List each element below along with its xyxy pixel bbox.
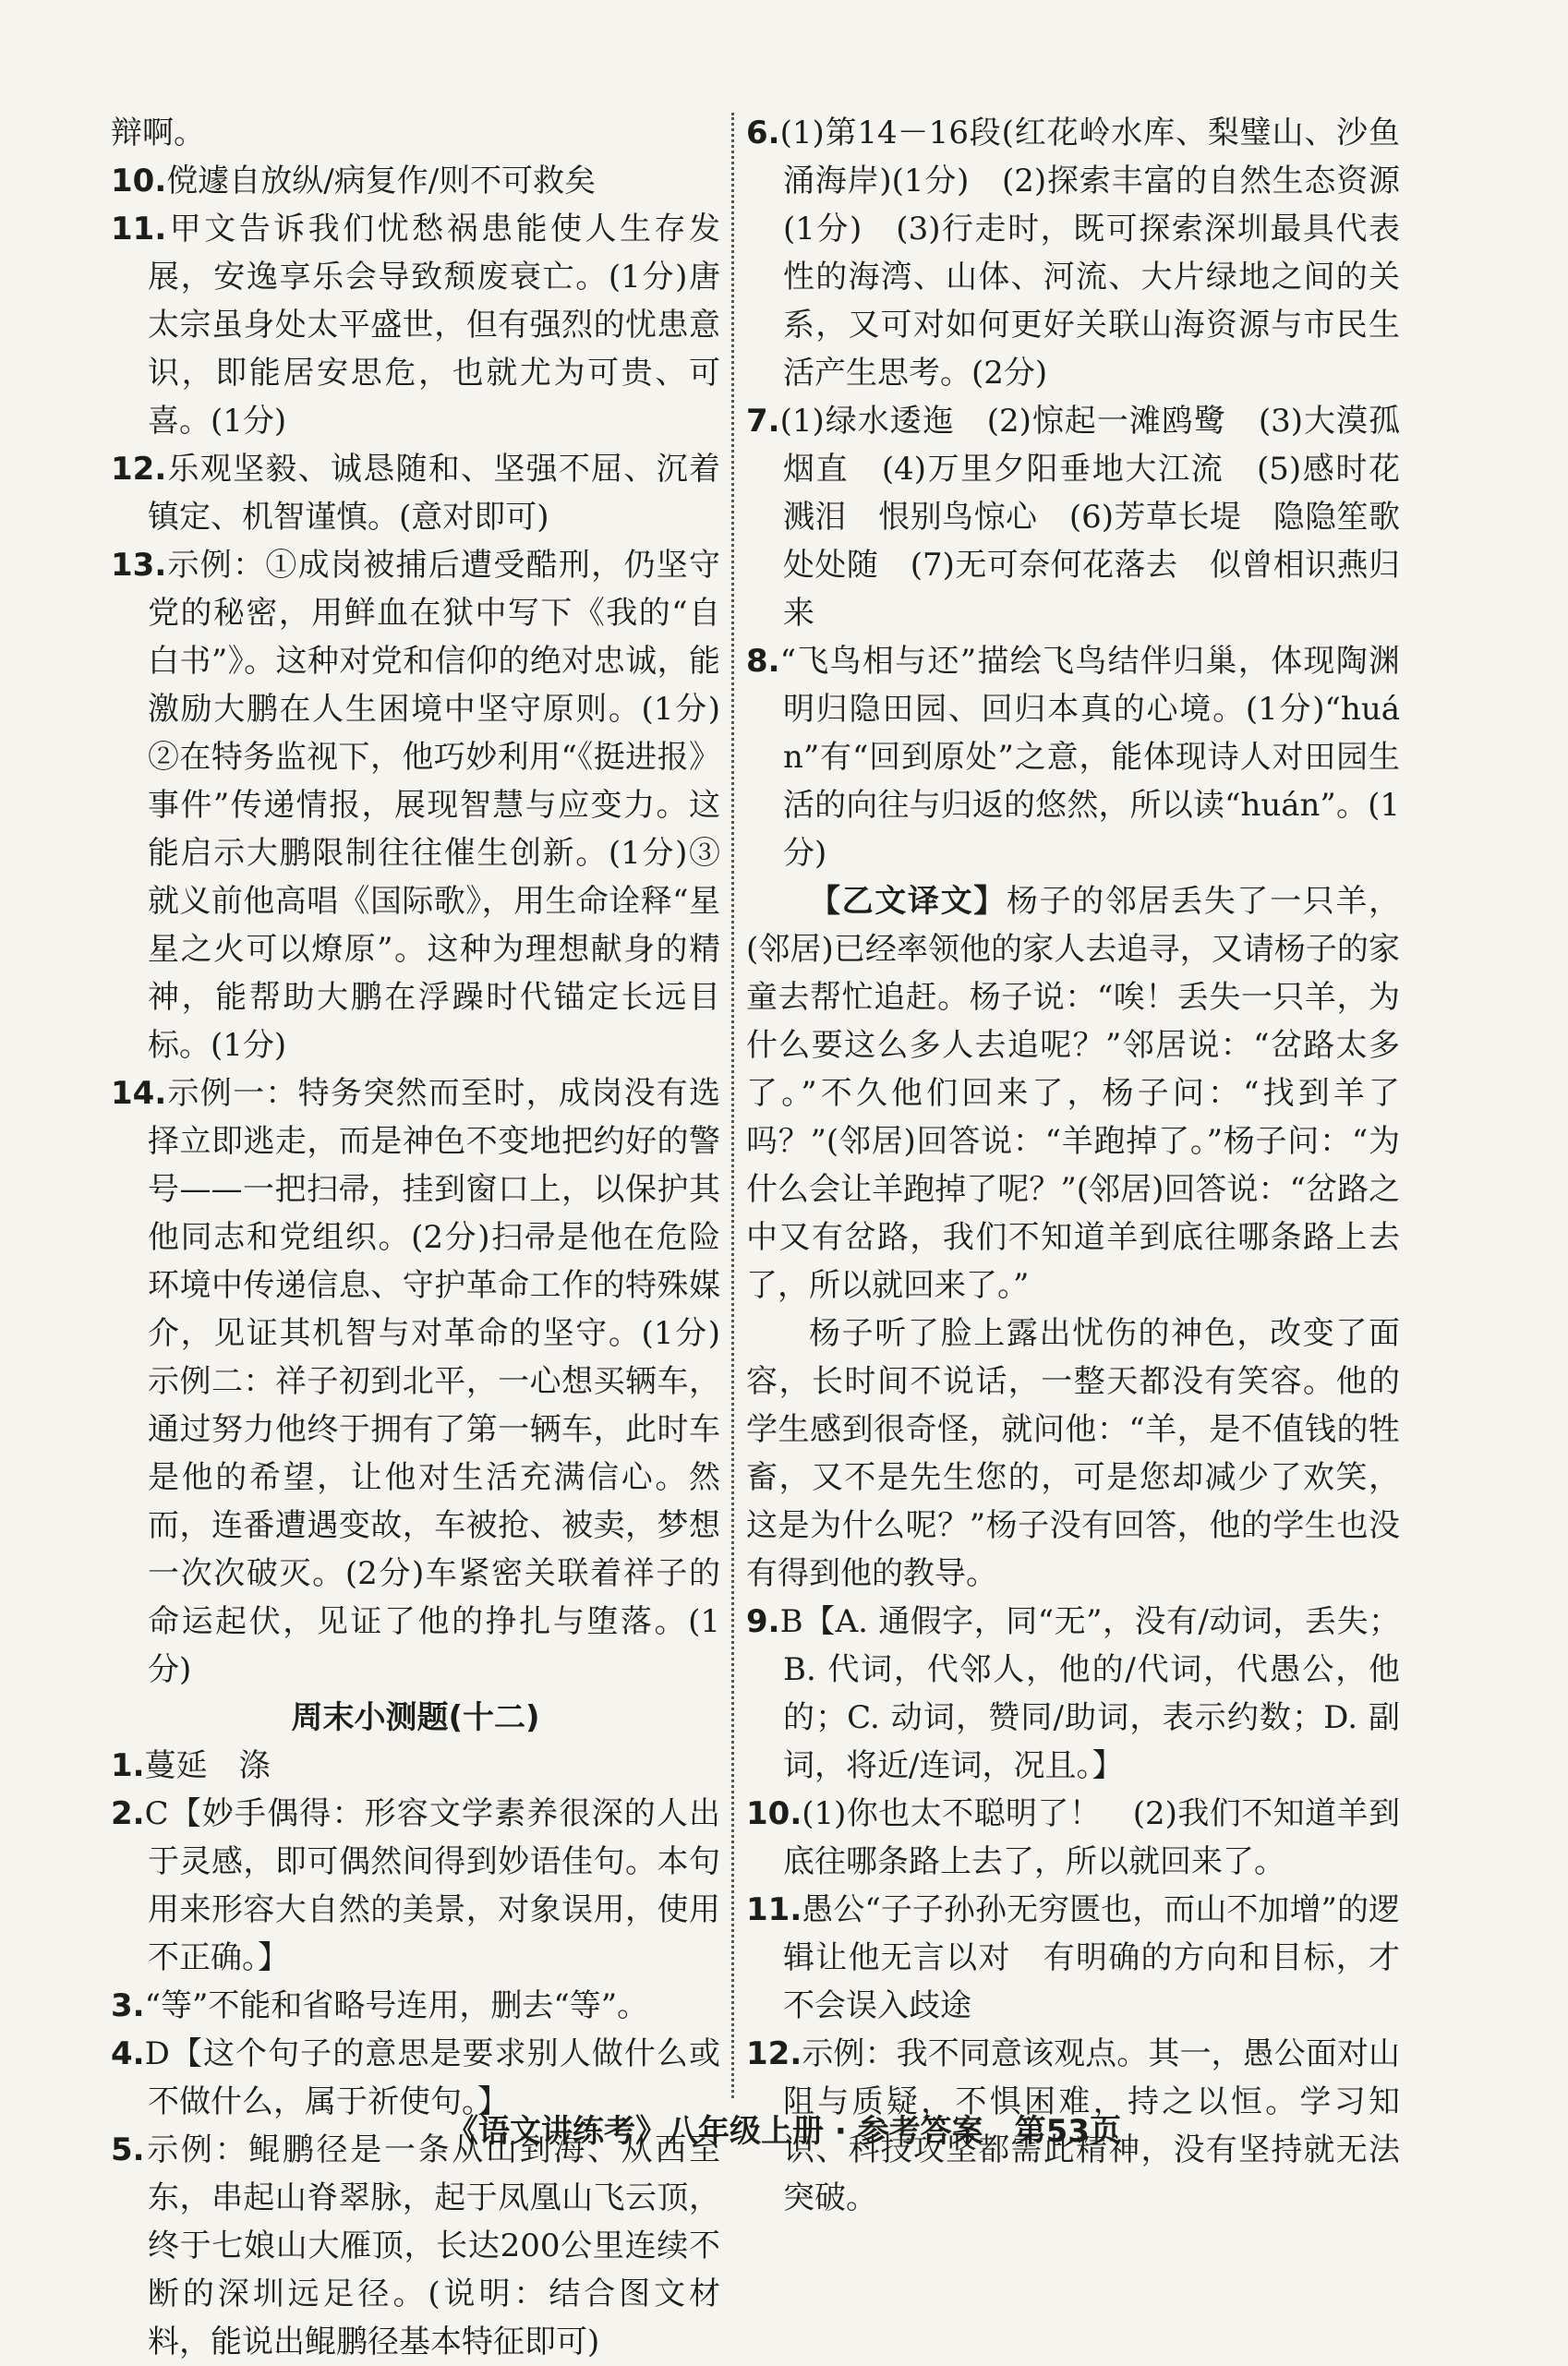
- answer-text: C【妙手偶得：形容文学素养很深的人出于灵感，即可偶然间得到妙语佳句。本句用来形容大自然的美景，对象误用，使用不正确。】: [144, 1795, 720, 1976]
- answer-item: [746, 1790, 1400, 1886]
- answer-item: [111, 541, 720, 1069]
- answer-number: 12.: [111, 451, 167, 488]
- answer-number: 12.: [746, 2035, 802, 2072]
- section-title: 周末小测题(十二): [291, 1699, 540, 1736]
- answer-item: [111, 2126, 720, 2366]
- answer-number: 2.: [111, 1795, 145, 1832]
- answer-number: 10.: [746, 1795, 802, 1832]
- continued-text: 辩啊。: [111, 115, 205, 151]
- right-column: [746, 109, 1400, 2222]
- translation-text: 杨子的邻居丢失了一只羊，(邻居)已经率领他的家人去追寻，又请杨子的家童去帮忙追赶。杨子说：“唉！丢失一只羊，为什么要这么多人去追呢？”邻居说：“岔路太多了。”不久他们回来了，杨子问：“找到羊了吗？”(邻居)回答说：“羊跑掉了。”杨子问：“为什么会让羊跑掉了呢？”(邻居)回答说：“岔路之中又有岔路，我们不知道羊到底往哪条路上去了，所以就回来了。”: [746, 883, 1401, 1304]
- answer-item: [746, 1598, 1400, 1790]
- answer-number: 14.: [111, 1075, 167, 1112]
- translation-paragraph: 杨子听了脸上露出忧伤的神色，改变了面容，长时间不说话，一整天都没有笑容。他的学生感到很奇怪，就问他：“羊，是不值钱的牲畜，又不是先生您的，可是您却减少了欢笑，这是为什么呢？”杨子没有回答，他的学生也没有得到他的教导。: [746, 1315, 1400, 1592]
- answer-number: 13.: [111, 547, 167, 584]
- answer-number: 4.: [111, 2035, 145, 2072]
- answer-number: 5.: [111, 2131, 145, 2168]
- answer-text: “等”不能和省略号连用，删去“等”。: [144, 1987, 649, 2024]
- answer-text: D【这个句子的意思是要求别人做什么或不做什么，属于祈使句。】: [144, 2035, 720, 2120]
- answer-text: 示例：鲲鹏径是一条从山到海、从西至东，串起山脊翠脉，起于凤凰山飞云顶，终于七娘山大雁顶，长达200公里连续不断的深圳远足径。(说明：结合图文材料，能说出鲲鹏径基本特征即可): [144, 2131, 720, 2360]
- answer-text: (1)第14－16段(红花岭水库、梨璧山、沙鱼涌海岸)(1分) (2)探索丰富的自然生态资源(1分) (3)行走时，既可探索深圳最具代表性的海湾、山体、河流、大片绿地之间的关系，又可对如何更好关联山海资源与市民生活产生思考。(2分): [779, 115, 1400, 392]
- answer-item: [111, 1982, 720, 2030]
- answer-text: (1)你也太不聪明了！ (2)我们不知道羊到底往哪条路上去了，所以就回来了。: [783, 1795, 1400, 1880]
- answer-text: 蔓延 涤: [144, 1747, 271, 1784]
- answer-number: 3.: [111, 1987, 145, 2024]
- answer-item: [746, 109, 1400, 397]
- answer-number: 9.: [746, 1603, 780, 1640]
- answer-number: 6.: [746, 115, 780, 151]
- answer-text: 示例：我不同意该观点。其一，愚公面对山阻与质疑，不惧困难，持之以恒。学习知识、科技攻坚都需此精神，没有坚持就无法突破。: [783, 2035, 1400, 2216]
- answer-number: 1.: [111, 1747, 145, 1784]
- page-footer: 《语文讲练考》八年级上册 · 参考答案 第53页: [447, 2113, 1121, 2150]
- left-column: [111, 109, 752, 2366]
- column-divider: [731, 113, 734, 2098]
- answer-text: 傥遽自放纵/病复作/则不可救矣: [166, 163, 597, 199]
- answer-text: 乐观坚毅、诚恳随和、坚强不屈、沉着镇定、机智谨慎。(意对即可): [148, 451, 720, 536]
- answer-item: [746, 397, 1400, 637]
- answer-number: 8.: [746, 643, 780, 680]
- answer-item: [111, 1069, 752, 1694]
- answer-item: [111, 205, 720, 445]
- answer-item: [746, 1886, 1400, 2030]
- translation-label: 【乙文译文】: [809, 883, 1007, 920]
- answer-item: [746, 637, 1400, 877]
- answer-number: 7.: [746, 403, 780, 440]
- answer-item: [111, 1790, 720, 1982]
- answer-number: 10.: [111, 163, 167, 199]
- answer-item: [111, 445, 720, 541]
- answer-text: 愚公“子子孙孙无穷匮也，而山不加增”的逻辑让他无言以对 有明确的方向和目标，才不会误入歧途: [783, 1891, 1400, 2024]
- answer-number: 11.: [111, 211, 167, 247]
- answer-text: (1)绿水逶迤 (2)惊起一滩鸥鹭 (3)大漠孤烟直 (4)万里夕阳垂地大江流 (5)感时花溅泪 恨别鸟惊心 (6)芳草长堤 隐隐笙歌处处随 (7)无可奈何花落去 似曾相识燕归来: [779, 403, 1400, 632]
- answer-text: 甲文告诉我们忧愁祸患能使人生存发展，安逸享乐会导致颓废衰亡。(1分)唐太宗虽身处太平盛世，但有强烈的忧患意识，即能居安思危，也就尤为可贵、可喜。(1分): [148, 211, 720, 440]
- answer-number: 11.: [746, 1891, 802, 1928]
- translation-paragraph: [746, 877, 1400, 1310]
- answer-text: 示例：①成岗被捕后遭受酷刑，仍坚守党的秘密，用鲜血在狱中写下《我的“自白书”》。这种对党和信仰的绝对忠诚，能激励大鹏在人生困境中坚守原则。(1分)②在特务监视下，他巧妙利用“《挺进报》事件”传递情报，展现智慧与应变力。这能启示大鹏限制往往催生创新。(1分)③就义前他高唱《国际歌》，用生命诠释“星星之火可以燎原”。这种为理想献身的精神，能帮助大鹏在浮躁时代锚定长远目标。(1分): [148, 547, 720, 1064]
- answer-text: B【A. 通假字，同“无”，没有/动词，丢失；B. 代词，代邻人，他的/代词，代愚公，他的；C. 动词，赞同/助词，表示约数；D. 副词，将近/连词，况且。】: [779, 1603, 1400, 1784]
- answer-text: “飞鸟相与还”描绘飞鸟结伴归巢，体现陶渊明归隐田园、回归本真的心境。(1分)“huán”有“回到原处”之意，能体现诗人对田园生活的向往与归返的悠然，所以读“huán”。(1分): [779, 643, 1400, 872]
- answer-item: [111, 1742, 720, 1790]
- answer-item: [111, 157, 720, 205]
- answer-text: 示例一：特务突然而至时，成岗没有选择立即逃走，而是神色不变地把约好的警号——一把扫帚，挂到窗口上，以保护其他同志和党组织。(2分)扫帚是他在危险环境中传递信息、守护革命工作的特殊媒介，见证其机智与对革命的坚守。(1分) 示例二：祥子初到北平，一心想买辆车，通过努力他终于拥有了第一辆车，此时车是他的希望，让他对生活充满信心。然而，连番遭遇变故，车被抢、被卖，梦想一次次破灭。(2分)车紧密关联着祥子的命运起伏，见证了他的挣扎与堕落。(1分): [148, 1075, 752, 1688]
